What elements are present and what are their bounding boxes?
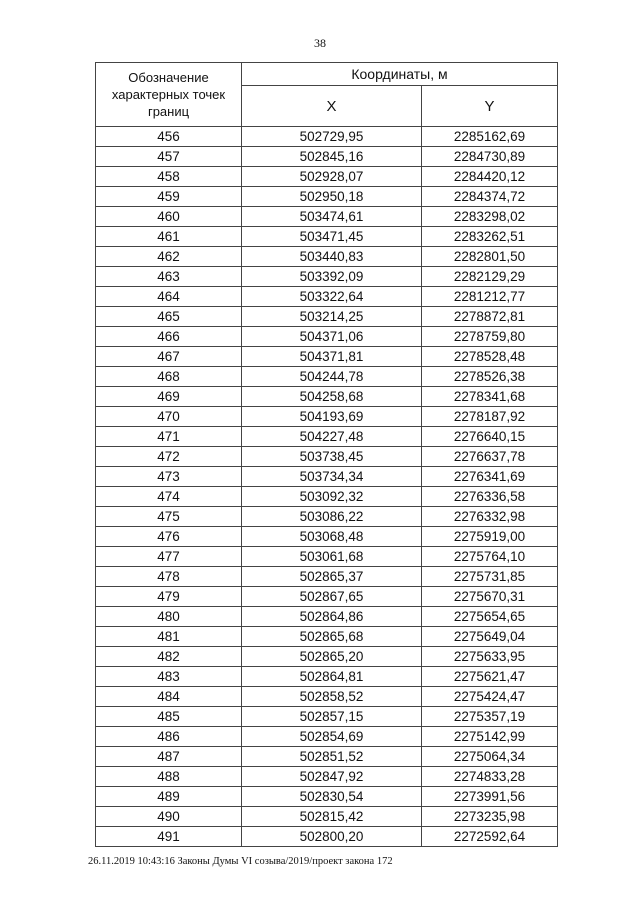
x-coordinate-cell: 503738,45	[242, 447, 422, 467]
y-coordinate-cell: 2276332,98	[422, 507, 558, 527]
point-cell: 477	[96, 547, 242, 567]
x-coordinate-cell: 503471,45	[242, 227, 422, 247]
point-cell: 470	[96, 407, 242, 427]
y-coordinate-cell: 2276341,69	[422, 467, 558, 487]
table-row	[96, 147, 558, 167]
x-coordinate-cell: 503392,09	[242, 267, 422, 287]
table-row	[96, 527, 558, 547]
table-row	[96, 387, 558, 407]
table-row	[96, 207, 558, 227]
table-row	[96, 707, 558, 727]
x-coordinate-cell: 502845,16	[242, 147, 422, 167]
table-row	[96, 487, 558, 507]
table-row	[96, 347, 558, 367]
x-coordinate-cell: 504371,06	[242, 327, 422, 347]
table-row	[96, 687, 558, 707]
y-coordinate-cell: 2283298,02	[422, 207, 558, 227]
header-y: Y	[422, 86, 558, 127]
table-row	[96, 787, 558, 807]
y-coordinate-cell: 2275064,34	[422, 747, 558, 767]
table-row	[96, 127, 558, 147]
x-coordinate-cell: 503322,64	[242, 287, 422, 307]
point-cell: 468	[96, 367, 242, 387]
table-row	[96, 627, 558, 647]
y-coordinate-cell: 2275731,85	[422, 567, 558, 587]
page-number: 38	[314, 36, 326, 50]
y-coordinate-cell: 2278187,92	[422, 407, 558, 427]
x-coordinate-cell: 502950,18	[242, 187, 422, 207]
point-cell: 478	[96, 567, 242, 587]
point-cell: 471	[96, 427, 242, 447]
table-row	[96, 287, 558, 307]
header-point-designation: Обозначение характерных точек границ	[96, 63, 242, 127]
y-coordinate-cell: 2275919,00	[422, 527, 558, 547]
point-cell: 473	[96, 467, 242, 487]
x-coordinate-cell: 502858,52	[242, 687, 422, 707]
x-coordinate-cell: 502847,92	[242, 767, 422, 787]
table-row	[96, 327, 558, 347]
x-coordinate-cell: 504227,48	[242, 427, 422, 447]
x-coordinate-cell: 502928,07	[242, 167, 422, 187]
x-coordinate-cell: 503092,32	[242, 487, 422, 507]
coordinates-table	[95, 62, 558, 847]
point-cell: 490	[96, 807, 242, 827]
point-cell: 485	[96, 707, 242, 727]
x-coordinate-cell: 502851,52	[242, 747, 422, 767]
table-row	[96, 407, 558, 427]
point-cell: 472	[96, 447, 242, 467]
x-coordinate-cell: 502867,65	[242, 587, 422, 607]
y-coordinate-cell: 2273991,56	[422, 787, 558, 807]
y-coordinate-cell: 2284730,89	[422, 147, 558, 167]
table-row	[96, 307, 558, 327]
point-cell: 476	[96, 527, 242, 547]
table-row	[96, 727, 558, 747]
y-coordinate-cell: 2272592,64	[422, 827, 558, 847]
table-row	[96, 807, 558, 827]
y-coordinate-cell: 2274833,28	[422, 767, 558, 787]
x-coordinate-cell: 502815,42	[242, 807, 422, 827]
x-coordinate-cell: 503061,68	[242, 547, 422, 567]
header-x: X	[242, 86, 422, 127]
x-coordinate-cell: 502800,20	[242, 827, 422, 847]
point-cell: 467	[96, 347, 242, 367]
table-row	[96, 247, 558, 267]
point-cell: 466	[96, 327, 242, 347]
y-coordinate-cell: 2275649,04	[422, 627, 558, 647]
table-body	[96, 127, 558, 847]
table-row	[96, 647, 558, 667]
table-row	[96, 547, 558, 567]
table-row	[96, 187, 558, 207]
point-cell: 486	[96, 727, 242, 747]
table-row	[96, 447, 558, 467]
point-cell: 484	[96, 687, 242, 707]
point-cell: 488	[96, 767, 242, 787]
table-row	[96, 747, 558, 767]
point-cell: 463	[96, 267, 242, 287]
y-coordinate-cell: 2284420,12	[422, 167, 558, 187]
table-row	[96, 427, 558, 447]
table-row	[96, 367, 558, 387]
x-coordinate-cell: 502865,68	[242, 627, 422, 647]
y-coordinate-cell: 2278759,80	[422, 327, 558, 347]
table-row	[96, 767, 558, 787]
point-cell: 461	[96, 227, 242, 247]
point-cell: 480	[96, 607, 242, 627]
y-coordinate-cell: 2273235,98	[422, 807, 558, 827]
point-cell: 469	[96, 387, 242, 407]
point-cell: 482	[96, 647, 242, 667]
x-coordinate-cell: 503214,25	[242, 307, 422, 327]
y-coordinate-cell: 2275357,19	[422, 707, 558, 727]
header-coordinates: Координаты, м	[242, 63, 558, 86]
y-coordinate-cell: 2275764,10	[422, 547, 558, 567]
x-coordinate-cell: 504371,81	[242, 347, 422, 367]
x-coordinate-cell: 502864,81	[242, 667, 422, 687]
point-cell: 459	[96, 187, 242, 207]
y-coordinate-cell: 2275670,31	[422, 587, 558, 607]
y-coordinate-cell: 2283262,51	[422, 227, 558, 247]
y-coordinate-cell: 2275424,47	[422, 687, 558, 707]
table-row	[96, 467, 558, 487]
y-coordinate-cell: 2276336,58	[422, 487, 558, 507]
y-coordinate-cell: 2275621,47	[422, 667, 558, 687]
x-coordinate-cell: 504258,68	[242, 387, 422, 407]
point-cell: 457	[96, 147, 242, 167]
y-coordinate-cell: 2278528,48	[422, 347, 558, 367]
point-cell: 460	[96, 207, 242, 227]
y-coordinate-cell: 2284374,72	[422, 187, 558, 207]
table-row	[96, 227, 558, 247]
point-cell: 491	[96, 827, 242, 847]
header-row-top	[96, 63, 558, 86]
table-row	[96, 567, 558, 587]
point-cell: 474	[96, 487, 242, 507]
x-coordinate-cell: 503474,61	[242, 207, 422, 227]
point-cell: 464	[96, 287, 242, 307]
x-coordinate-cell: 502729,95	[242, 127, 422, 147]
y-coordinate-cell: 2282801,50	[422, 247, 558, 267]
point-cell: 479	[96, 587, 242, 607]
table-row	[96, 267, 558, 287]
table-row	[96, 507, 558, 527]
y-coordinate-cell: 2275633,95	[422, 647, 558, 667]
x-coordinate-cell: 503440,83	[242, 247, 422, 267]
x-coordinate-cell: 502857,15	[242, 707, 422, 727]
y-coordinate-cell: 2275142,99	[422, 727, 558, 747]
y-coordinate-cell: 2276637,78	[422, 447, 558, 467]
point-cell: 456	[96, 127, 242, 147]
y-coordinate-cell: 2281212,77	[422, 287, 558, 307]
table-row	[96, 607, 558, 627]
table-row	[96, 827, 558, 847]
y-coordinate-cell: 2275654,65	[422, 607, 558, 627]
x-coordinate-cell: 504244,78	[242, 367, 422, 387]
x-coordinate-cell: 502854,69	[242, 727, 422, 747]
table-row	[96, 587, 558, 607]
y-coordinate-cell: 2278526,38	[422, 367, 558, 387]
x-coordinate-cell: 504193,69	[242, 407, 422, 427]
point-cell: 458	[96, 167, 242, 187]
point-cell: 465	[96, 307, 242, 327]
x-coordinate-cell: 502864,86	[242, 607, 422, 627]
point-cell: 489	[96, 787, 242, 807]
y-coordinate-cell: 2276640,15	[422, 427, 558, 447]
point-cell: 487	[96, 747, 242, 767]
y-coordinate-cell: 2278872,81	[422, 307, 558, 327]
x-coordinate-cell: 502865,37	[242, 567, 422, 587]
y-coordinate-cell: 2282129,29	[422, 267, 558, 287]
x-coordinate-cell: 503068,48	[242, 527, 422, 547]
document-footer: 26.11.2019 10:43:16 Законы Думы VI созыва/2019/проект закона 172	[88, 856, 393, 867]
point-cell: 483	[96, 667, 242, 687]
x-coordinate-cell: 502830,54	[242, 787, 422, 807]
y-coordinate-cell: 2285162,69	[422, 127, 558, 147]
x-coordinate-cell: 503734,34	[242, 467, 422, 487]
point-cell: 462	[96, 247, 242, 267]
table-row	[96, 167, 558, 187]
x-coordinate-cell: 502865,20	[242, 647, 422, 667]
point-cell: 475	[96, 507, 242, 527]
table-header	[96, 63, 558, 127]
y-coordinate-cell: 2278341,68	[422, 387, 558, 407]
table-row	[96, 667, 558, 687]
point-cell: 481	[96, 627, 242, 647]
x-coordinate-cell: 503086,22	[242, 507, 422, 527]
